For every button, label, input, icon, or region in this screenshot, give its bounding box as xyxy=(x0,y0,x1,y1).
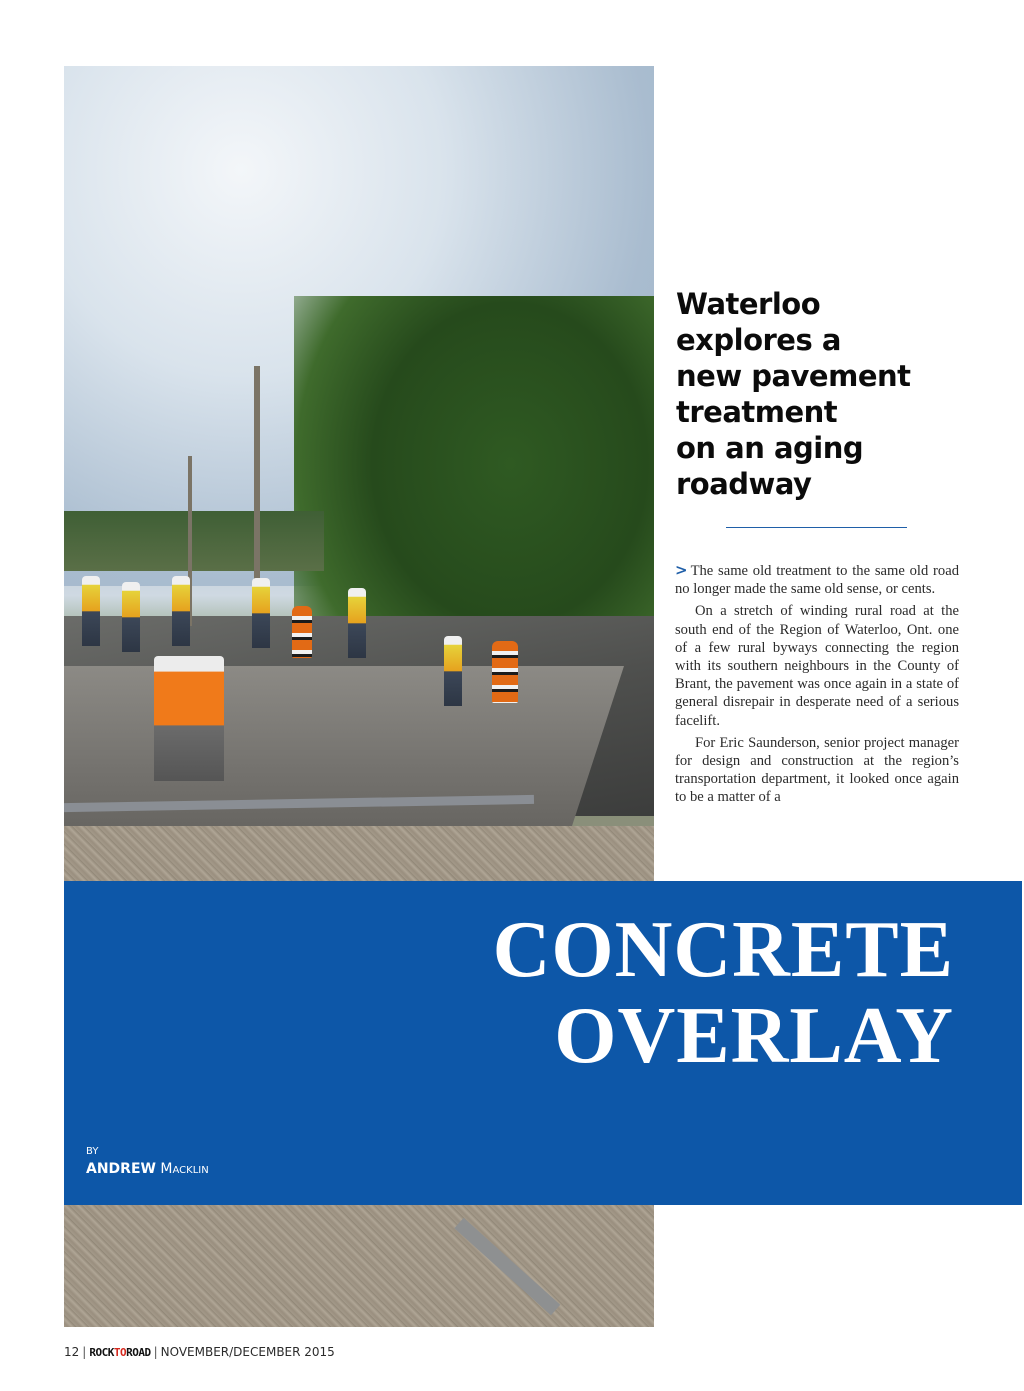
headline-line: roadway xyxy=(676,467,812,501)
author-first-name: ANDREW xyxy=(86,1161,156,1177)
article-body xyxy=(675,561,959,811)
publication-logo-part: ROCK xyxy=(89,1346,114,1359)
author-name xyxy=(86,1161,209,1177)
publication-logo-part: TO xyxy=(113,1346,127,1359)
photo-worker xyxy=(172,576,190,646)
title-line: CONCRETE xyxy=(492,906,954,994)
byline-label: BY xyxy=(86,1146,99,1157)
page-number: 12 xyxy=(64,1345,80,1359)
article-title xyxy=(493,907,954,1079)
page-footer xyxy=(64,1345,335,1359)
article-headline xyxy=(676,286,1006,502)
issue-date: NOVEMBER/DECEMBER 2015 xyxy=(160,1345,335,1359)
photo-traffic-barrel xyxy=(292,606,312,658)
photo-worker xyxy=(82,576,100,646)
photo-worker xyxy=(154,656,224,781)
title-band xyxy=(64,881,1022,1205)
lead-paragraph xyxy=(675,561,959,598)
lead-text: The same old treatment to the same old road no longer made the same old sense, or cents. xyxy=(675,563,959,598)
footer-separator: | xyxy=(153,1345,158,1359)
headline-line: explores a xyxy=(676,323,841,357)
photo-worker xyxy=(252,578,270,648)
body-paragraph: For Eric Saunderson, senior project manager for design and construction at the region’s transportation department, it looked once again to be a matter of a xyxy=(675,734,959,806)
headline-line: on an aging xyxy=(676,431,864,465)
photo-worker xyxy=(348,588,366,658)
lead-marker: > xyxy=(675,561,688,579)
publication-logo xyxy=(89,1346,150,1359)
photo-distant-trees xyxy=(64,511,324,571)
headline-line: new pavement xyxy=(676,359,911,393)
footer-separator: | xyxy=(82,1345,87,1359)
headline-line: treatment xyxy=(676,395,838,429)
headline-line: Waterloo xyxy=(676,287,821,321)
photo-traffic-barrel xyxy=(492,641,518,703)
publication-logo-part: ROAD xyxy=(126,1346,151,1359)
body-paragraph: On a stretch of winding rural road at the south end of the Region of Waterloo, Ont. one of a few rural byways connecting the region with its southern neighbours in the County of Brant, the pavement was once again in a state of general disrepair in desperate need of a serious facelift. xyxy=(675,603,959,729)
photo-worker xyxy=(122,582,140,652)
photo-worker xyxy=(444,636,462,706)
byline xyxy=(86,1146,209,1178)
headline-divider xyxy=(726,527,907,528)
author-last-name: Macklin xyxy=(160,1161,209,1177)
title-line: OVERLAY xyxy=(554,992,954,1080)
